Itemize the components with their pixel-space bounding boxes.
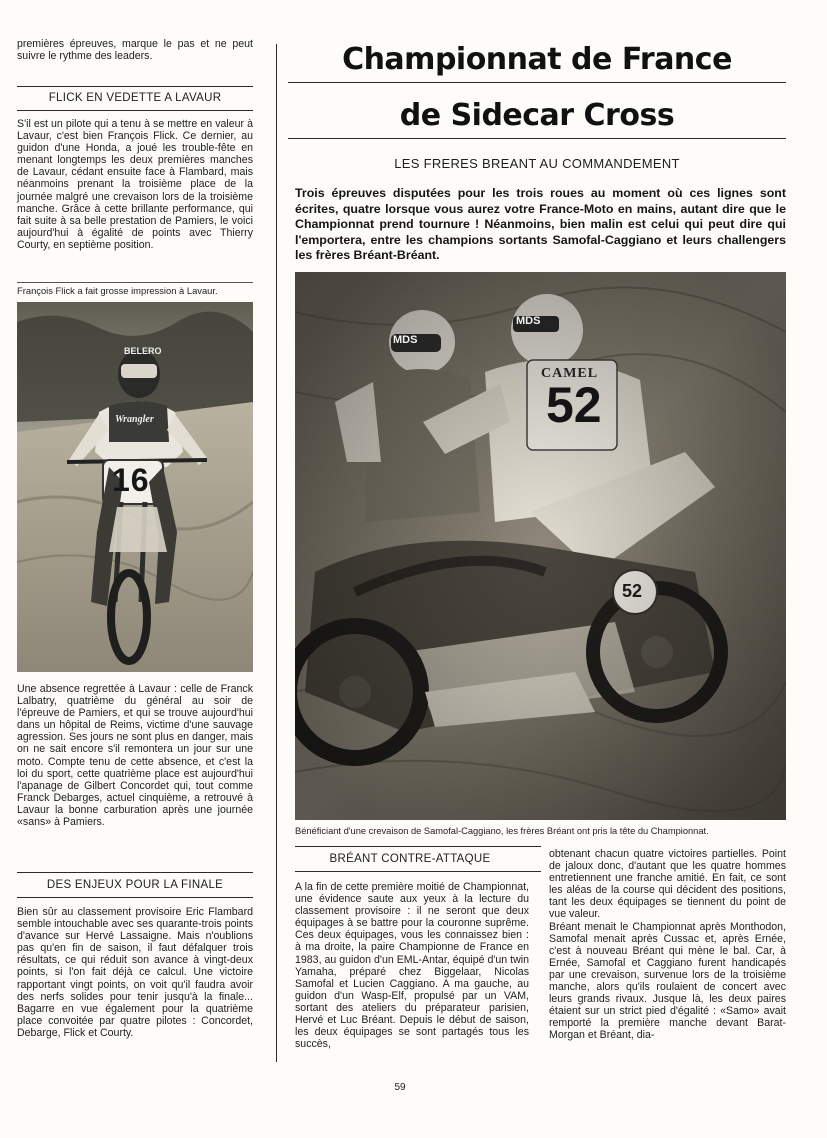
section2-top-rule xyxy=(17,872,253,873)
page-number: 59 xyxy=(394,1082,406,1093)
photo-helmet2-text: MDS xyxy=(516,315,541,327)
photo-sidecar-illustration xyxy=(295,272,786,820)
article-lead-block xyxy=(295,186,786,264)
photo-bib-brand: CAMEL xyxy=(541,366,599,381)
absence-body xyxy=(17,683,253,828)
section1-text: S'il est un pilote qui a tenu à se mettre en valeur à Lavaur, c'est bien François Flick. Ce dernier, au guidon d'une Honda, a joué les trouble-fête en menant longtemps les deux premières manches de Lavaur, cédant ensuite face à Flambard, mais néanmoins prenant la troisième place de la journée malgré une crevaison lors de la troisième manche. Grâce à cette brillante performance, qui fait suite à sa belle prestation de Pamiers, le voici aujourd'hui à égalité de points avec Thierry Courty, en septième position. xyxy=(17,118,253,251)
caption1-top-rule xyxy=(17,282,253,283)
section1-body xyxy=(17,118,253,251)
article-col2 xyxy=(549,848,786,1042)
column-divider xyxy=(276,44,277,1062)
article-col2-text-p2: Bréant menait le Championnat après Monthodon, Samofal menait après Cussac et, après Ernée, c'est à nouveau Bréant qui mène le bal. Car, à Ernée, Samofal et Caggiano furent handicapés par une crevaison, survenue lors de la troisième manche, alors qu'ils roulaient de concert avec leurs grands rivaux. Jusque là, les deux paires étaient sur un strict pied d'égalité : «Samo» avait remporté la première manche devant Barat-Morgan et Bréant, dia- xyxy=(549,920,786,1042)
photo-flick xyxy=(17,302,253,672)
absence-text: Une absence regrettée à Lavaur : celle de Franck Lalbatry, quatrième du général au soir de l'épreuve de Pamiers, et qui se trouve aujourd'hui dans un hôpital de Reims, victime d'une sauvage agression. Ses jours ne sont plus en danger, mais on ne sait encore s'il remontera un jour sur une moto. Compte tenu de cette absence, et c'est la loi du sport, cette quatrième place est aujourd'hui l'apanage de Gilbert Concordet qui, tout comme Franck Debarges, actuel cinquième, a retrouvé à Lavaur la bonne carburation après une journée «sans» à Pamiers. xyxy=(17,683,253,829)
section2-body xyxy=(17,906,253,1039)
section2-heading: DES ENJEUX POUR LA FINALE xyxy=(46,879,224,891)
photo-sidecar xyxy=(295,272,786,820)
section2-text: Bien sûr au classement provisoire Eric Flambard semble intouchable avec ses quarante-trois points d'avance sur Hervé Lassaigne. Mais n'oublions pas qu'en fin de saison, il faut défalquer trois résultats, ce qui réduit son avance à vingt-deux points, si l'on fait déjà ce calcul. Une victoire rapportant vingt points, on voit qu'il faudra avoir des nerfs solides pour tenir jusqu'à la finale... Bagarre en vue également pour la quatrième place convoitée par quatre pilotes : Concordet, Debarge, Flick et Courty. xyxy=(17,906,253,1039)
photo1-jersey-text: Wrangler xyxy=(115,414,154,425)
article-col2-text-p1: obtenant chacun quatre victoires partielles. Point de jaloux donc, d'autant que les quatre hommes entretiennent une franche amitié. En fait, ce sont les aléas de la course qui décident des positions, tant les deux équipages se tiennent du point de vue valeur. xyxy=(549,848,786,921)
article-section-bottom-rule xyxy=(295,871,541,872)
photo-helmet1-text: MDS xyxy=(393,334,418,346)
photo1-plate-number: 16 xyxy=(112,462,150,498)
sidecar-photo-caption: Bénéficiant d'une crevaison de Samofal-Caggiano, les frères Bréant ont pris la tête du Championnat. xyxy=(295,826,709,836)
section1-heading: FLICK EN VEDETTE A LAVAUR xyxy=(48,92,222,104)
title-rule-1 xyxy=(288,82,786,83)
photo-plate-number: 52 xyxy=(622,581,643,601)
article-section-heading: BRÉANT CONTRE-ATTAQUE xyxy=(329,853,491,865)
article-section-top-rule xyxy=(295,846,541,847)
article-lead: Trois épreuves disputées pour les trois roues au moment où ces lignes sont écrites, quatre lorsque vous aurez votre France-Moto en mains, autant dire que le Championnat prend tournure ! Néanmoins, bien malin est celui qui peut dire qui l'emportera, entre les champions sortants Samofal-Caggiano et leurs challengers les frères Bréant-Bréant. xyxy=(295,186,786,263)
title-rule-2 xyxy=(288,138,786,139)
article-col1-text: A la fin de cette première moitié de Championnat, une évidence saute aux yeux à la lecture du classement provisoire : il ne seront que deux équipages à se battre pour la couronne suprême. Ces deux équipages, vous les connaissez bien : à ma droite, la paire Championne de France en 1983, au guidon d'un EML-Antar, équipé d'un twin Yamaha, préparé chez Biggelaar, Nicolas Samofal et Lucien Caggiano. A ma gauche, au guidon d'un Wasp-Elf, propulsé par un VAM, sortant des ateliers du préparateur parisien, Hervé et Luc Bréant. Depuis le début de saison, les deux équipages se sont partagés tous les succès, xyxy=(295,881,529,1051)
photo-bib-number: 52 xyxy=(546,377,602,433)
photo1-caption: François Flick a fait grosse impression à Lavaur. xyxy=(17,285,218,296)
article-title-line1: Championnat de France xyxy=(342,42,732,77)
left-column xyxy=(17,38,253,62)
section1-bottom-rule xyxy=(17,110,253,111)
section2-bottom-rule xyxy=(17,897,253,898)
article-title-line2: de Sidecar Cross xyxy=(399,98,675,133)
section1-top-rule xyxy=(17,86,253,87)
photo1-helmet-text: BELERO xyxy=(124,346,162,356)
article-col1 xyxy=(295,881,529,1050)
intro-text: premières épreuves, marque le pas et ne peut suivre le rythme des leaders. xyxy=(17,38,253,63)
article-subheading: LES FRERES BREANT AU COMMANDEMENT xyxy=(394,156,680,171)
